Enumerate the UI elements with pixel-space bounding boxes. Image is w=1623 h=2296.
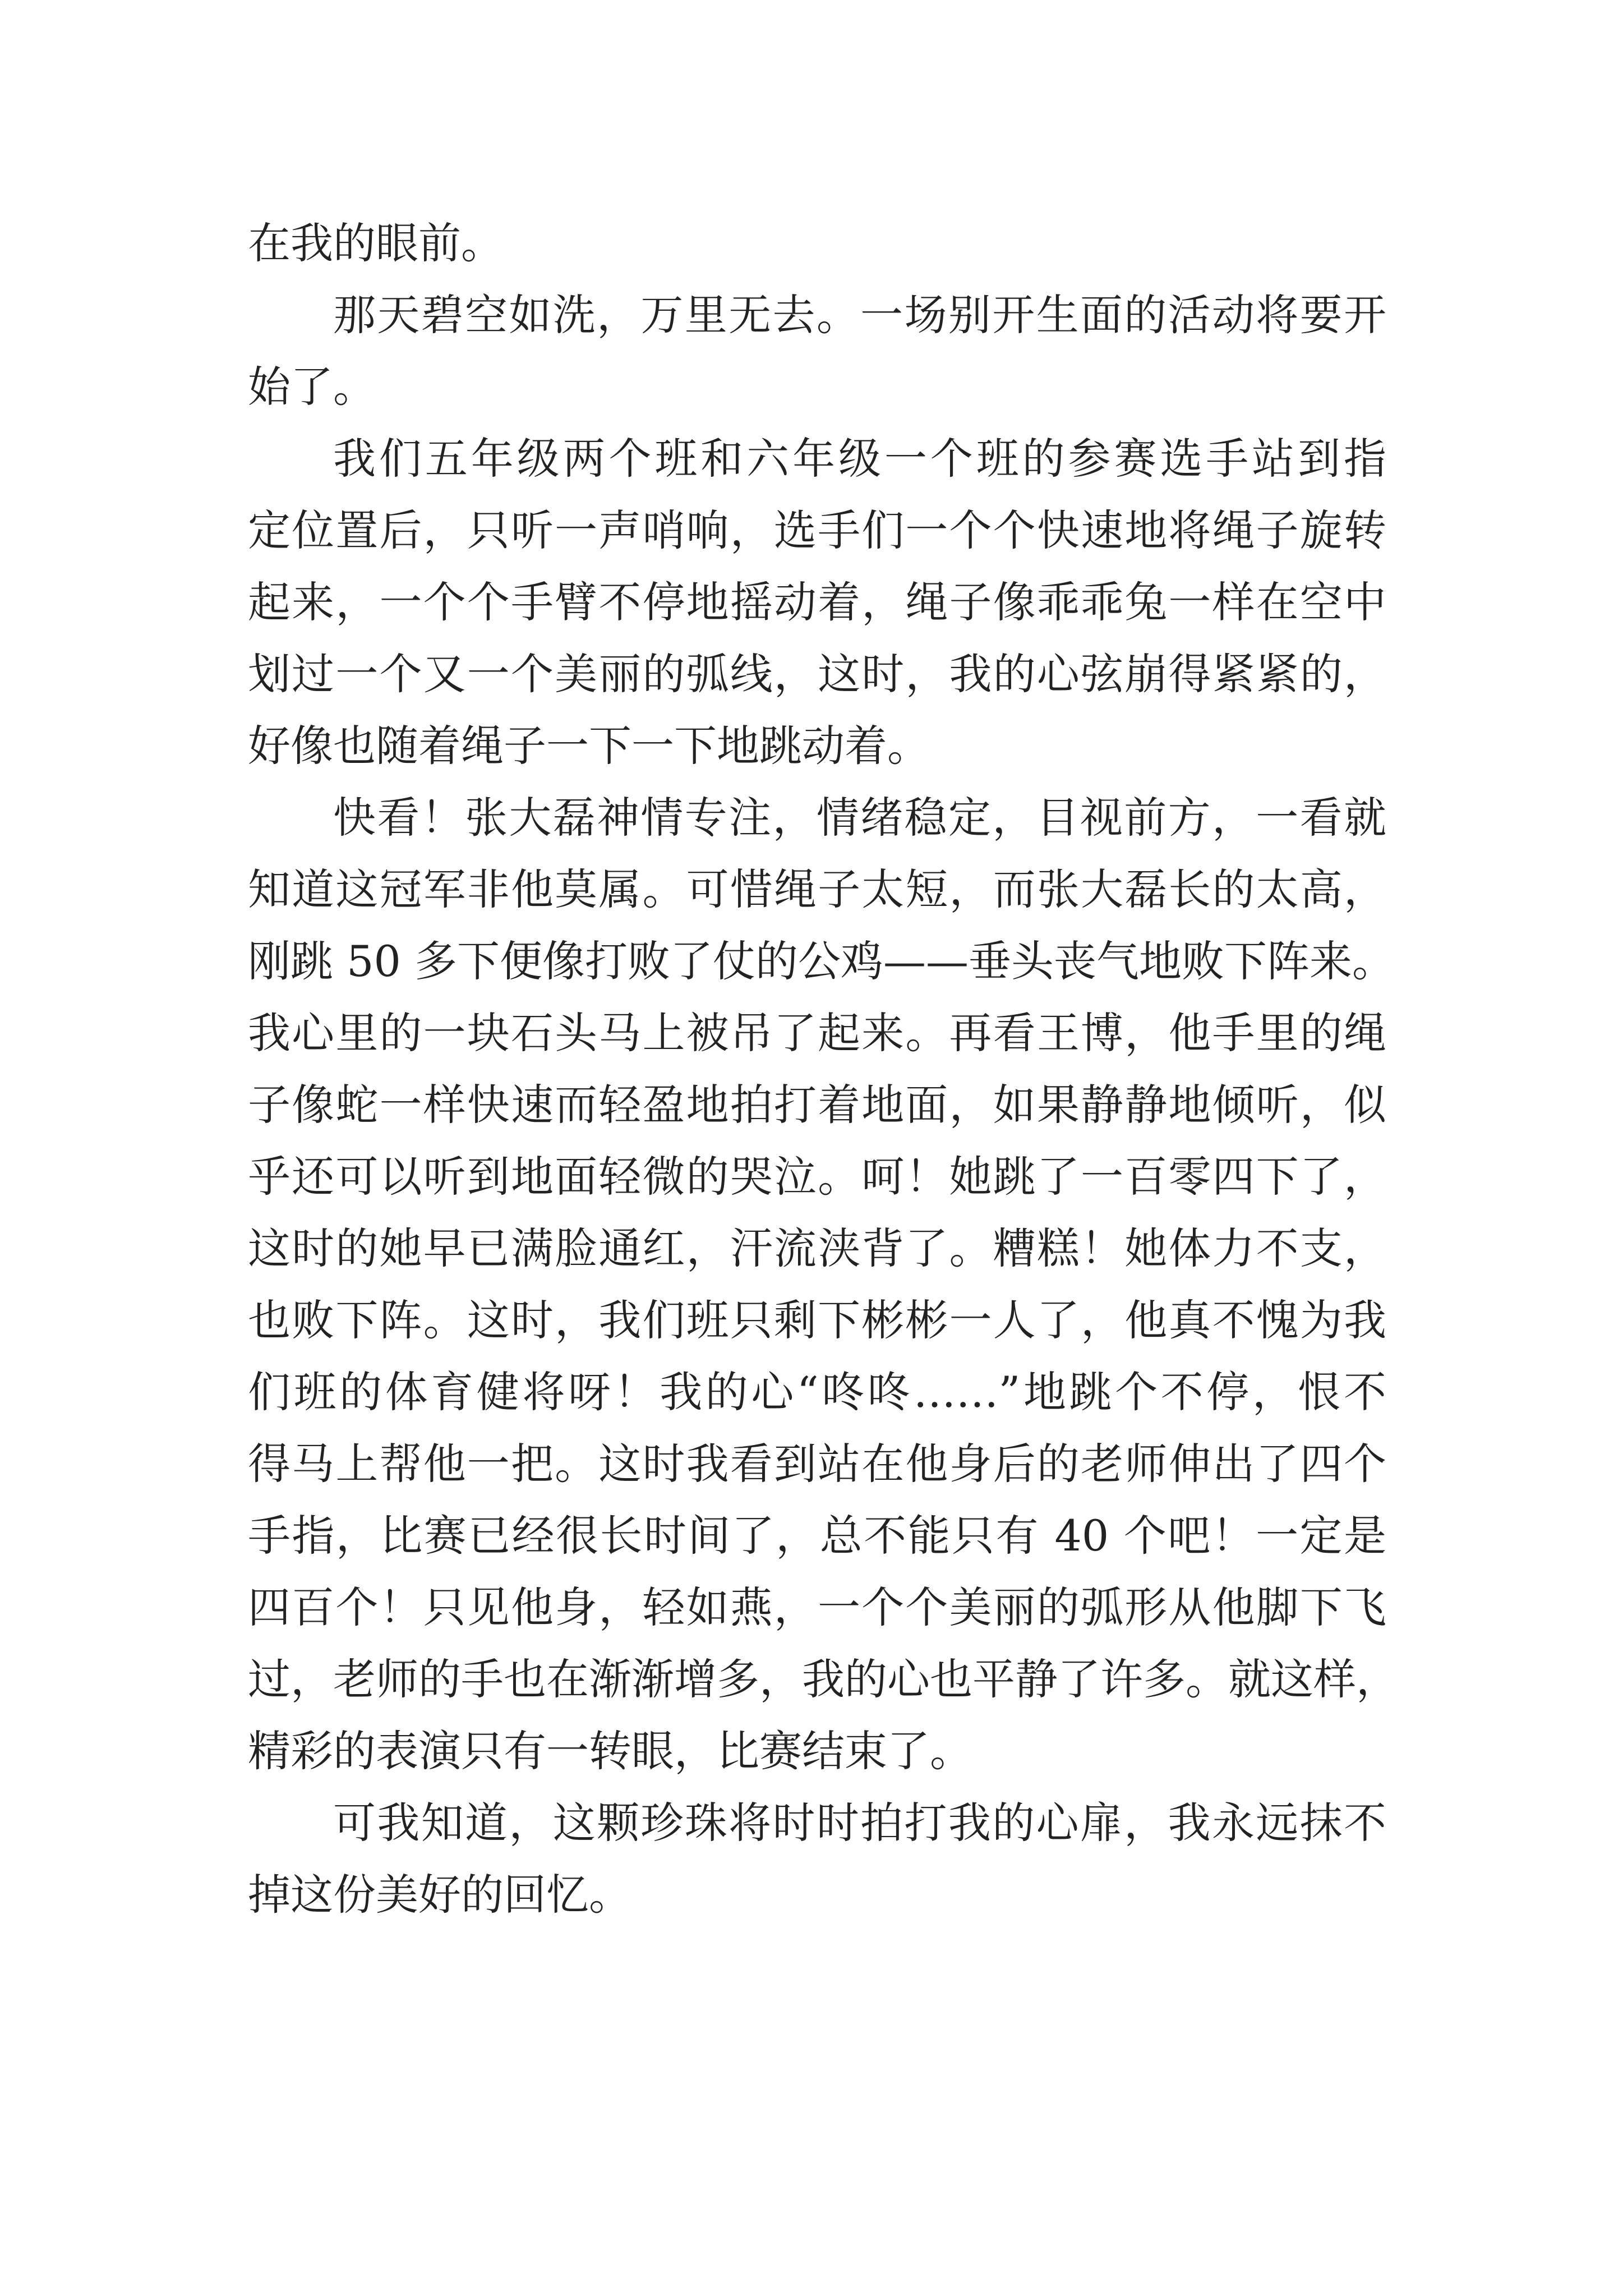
text-line: 可我知道，这颗珍珠将时时拍打我的心扉，我永远抹不 <box>333 1798 1386 1848</box>
text-line: 乎还可以听到地面轻微的哭泣。呵！她跳了一百零四下了， <box>248 1152 1386 1202</box>
text-line: 划过一个又一个美丽的弧线，这时，我的心弦崩得紧紧的， <box>248 649 1386 699</box>
text-line: 也败下阵。这时，我们班只剩下彬彬一人了，他真不愧为我 <box>248 1295 1386 1345</box>
text-line: 这时的她早已满脸通红，汗流浃背了。糟糕！她体力不支， <box>248 1223 1386 1273</box>
text-line: 子像蛇一样快速而轻盈地拍打着地面，如果静静地倾听，似 <box>248 1080 1386 1130</box>
text-line: 知道这冠军非他莫属。可惜绳子太短，而张大磊长的太高， <box>248 864 1386 914</box>
text-line: 好像也随着绳子一下一下地跳动着。 <box>248 721 930 771</box>
text-line: 快看！张大磊神情专注，情绪稳定，目视前方，一看就 <box>333 793 1386 843</box>
text-line: 定位置后，只听一声哨响，选手们一个个快速地将绳子旋转 <box>248 505 1386 555</box>
text-line: 刚跳 50 多下便像打败了仗的公鸡——垂头丧气地败下阵来。 <box>248 936 1395 986</box>
text-line: 掉这份美好的回忆。 <box>248 1870 631 1920</box>
text-line: 起来，一个个手臂不停地摇动着，绳子像乖乖兔一样在空中 <box>248 577 1386 627</box>
essay-body <box>248 208 1399 1931</box>
text-line: 得马上帮他一把。这时我看到站在他身后的老师伸出了四个 <box>248 1439 1386 1489</box>
text-line: 手指，比赛已经很长时间了，总不能只有 40 个吧！一定是 <box>248 1511 1386 1561</box>
text-line: 过，老师的手也在渐渐增多，我的心也平静了许多。就这样， <box>248 1654 1399 1704</box>
text-line: 们班的体育健将呀！我的心“咚咚……”地跳个不停，恨不 <box>248 1367 1386 1417</box>
text-line: 那天碧空如洗，万里无去。一场别开生面的活动将要开 <box>333 290 1386 340</box>
text-line: 我们五年级两个班和六年级一个班的参赛选手站到指 <box>333 434 1386 484</box>
text-line: 精彩的表演只有一转眼，比赛结束了。 <box>248 1726 972 1776</box>
text-line: 在我的眼前。 <box>248 218 504 268</box>
text-line: 始了。 <box>248 362 376 412</box>
text-line: 四百个！只见他身，轻如燕，一个个美丽的弧形从他脚下飞 <box>248 1582 1386 1632</box>
text-line: 我心里的一块石头马上被吊了起来。再看王博，他手里的绳 <box>248 1008 1386 1058</box>
